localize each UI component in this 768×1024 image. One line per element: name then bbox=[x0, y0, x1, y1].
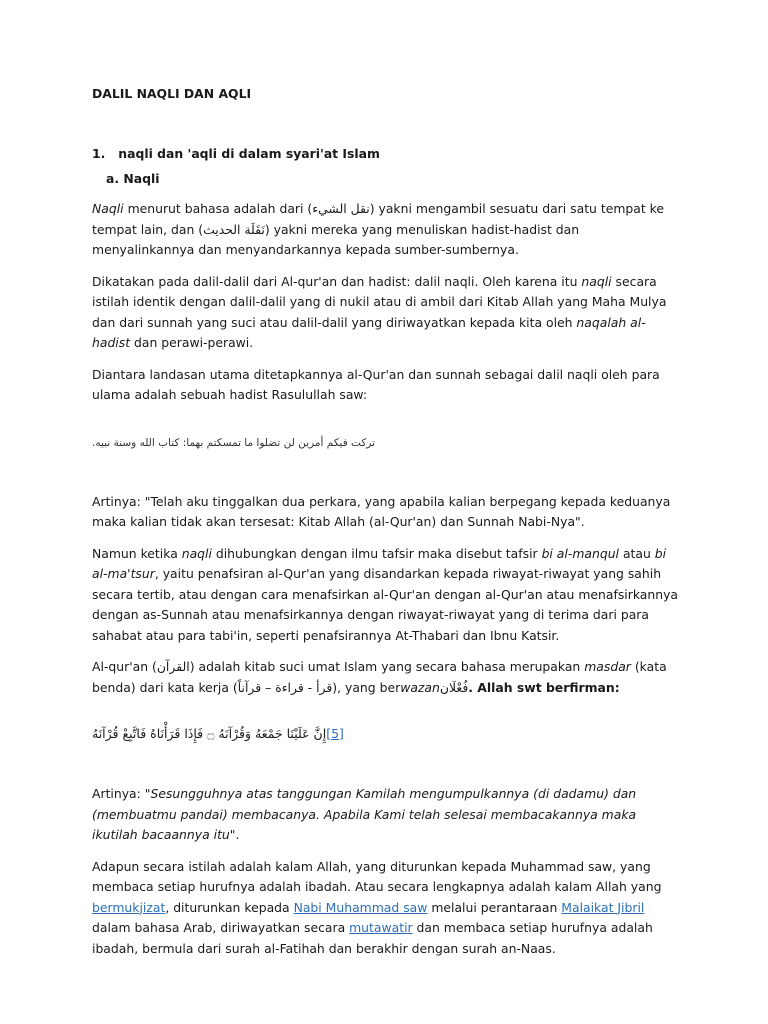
italic-text: "Sesungguhnya atas tanggungan Kamilah mengumpulkannya (di dadamu) dan (membuatmu pandai) membacanya. Apabila Kami telah selesai membacakannya maka ikutilah bacaannya itu" bbox=[92, 786, 637, 842]
italic-text: bi al-ma'tsur bbox=[92, 545, 667, 581]
paragraph-tafsir bbox=[92, 544, 682, 647]
text: ) yakni mengambil sesuatu dari satu tempat ke tempat lain, dan ( bbox=[92, 201, 665, 237]
italic-text: bi al-manqul bbox=[541, 545, 619, 561]
section-heading bbox=[92, 146, 682, 162]
italic-text: naqli bbox=[181, 545, 212, 561]
paragraph-naqli-definition bbox=[92, 199, 682, 261]
paragraph-istilah bbox=[92, 857, 682, 960]
text: menurut bahasa adalah dari ( bbox=[123, 201, 313, 216]
text: ) adalah kitab suci umat Islam yang secara bahasa merupakan bbox=[189, 659, 585, 674]
text: melalui perantaraan bbox=[427, 899, 562, 915]
paragraph-alquran-definition bbox=[92, 657, 682, 698]
hadith-arabic-text: تركت فيكم أمرين لن تضلوا ما تمسكتم بهما: كتاب الله وسنة نبيه. bbox=[92, 436, 376, 449]
text: ), yang ber bbox=[332, 679, 401, 695]
text: dan membaca setiap hurufnya adalah ibadah, bermula dari surah al-Fatihah dan berakhir dengan surah an-Naas. bbox=[92, 920, 653, 956]
section-heading-text: naqli dan 'aqli di dalam syari'at Islam bbox=[118, 146, 380, 161]
text: Dikatakan pada dalil-dalil dari Al-qur'an dan hadist: dalil naqli. Oleh karena itu bbox=[92, 273, 582, 289]
italic-text: naqalah al-hadist bbox=[92, 314, 646, 350]
text: dihubungkan dengan ilmu tafsir maka disebut tafsir bbox=[211, 545, 542, 561]
footnote-link[interactable]: [5] bbox=[326, 726, 344, 741]
italic-text: naqli bbox=[581, 273, 612, 289]
arabic-term: قرأ - قراءة – قرآناً bbox=[237, 679, 333, 695]
paragraph-hadith-translation: Artinya: "Telah aku tinggalkan dua perkara, yang apabila kalian berpegang kepada keduanya maka kalian tidak akan tersesat: Kitab Allah (al-Qur'an) dan Sunnah Nabi-Nya". bbox=[92, 493, 671, 529]
text: Al-qur'an ( bbox=[92, 659, 157, 674]
document-page bbox=[92, 86, 682, 970]
arabic-term: نَقَلَة الحديث bbox=[203, 221, 265, 237]
text: , diturunkan kepada bbox=[165, 899, 294, 915]
link-mutawatir[interactable]: mutawatir bbox=[349, 920, 413, 935]
subsection-heading: a. Naqli bbox=[106, 171, 160, 186]
text: (kata benda) dari kata kerja ( bbox=[92, 659, 667, 695]
hadith-arabic bbox=[92, 434, 682, 452]
arabic-term: نقل الشيء bbox=[312, 201, 370, 216]
section-number: 1. bbox=[92, 146, 106, 161]
quran-verse bbox=[92, 724, 682, 744]
link-malaikat-jibril[interactable]: Malaikat Jibril bbox=[561, 899, 645, 915]
link-nabi-muhammad[interactable]: Nabi Muhammad saw bbox=[293, 899, 428, 915]
paragraph-verse-translation: Artinya: "Sesungguhnya atas tanggungan Kamilah mengumpulkannya (di dadamu) dan (membuatmu pandai) membacanya. Apabila Kami telah selesai membacakannya maka ikutilah bacaannya itu". bbox=[92, 786, 637, 842]
link-bermukjizat[interactable]: bermukjizat bbox=[92, 899, 166, 915]
arabic-term: فُعْلَان bbox=[439, 679, 469, 695]
text: secara istilah identik dengan dalil-dalil yang di nukil atau di ambil dari Kitab Allah yang Maha Mulya dan dari sunnah yang suci atau dalil-dalil yang diriwayatkan kepada kita oleh bbox=[92, 273, 667, 330]
italic-text: wazan bbox=[400, 679, 440, 695]
text: atau bbox=[619, 545, 655, 561]
text: Adapun secara istilah adalah kalam Allah, yang diturunkan kepada Muhammad saw, yang membaca setiap hurufnya adalah ibadah. Atau secara lengkapnya adalah kalam Allah yang bbox=[92, 858, 662, 894]
text: . Allah swt berfirman: bbox=[468, 679, 620, 695]
arabic-term: القرآن bbox=[156, 659, 190, 674]
text: Namun ketika bbox=[92, 545, 182, 561]
text: , yaitu penafsiran al-Qur'an yang disandarkan kepada riwayat-riwayat yang sahih secara tertib, atau dengan cara menafsirkan al-Qur'an dengan al-Qur'an atau menafsirkannya dengan as-Sunnah atau menafsirkannya dengan riwayat-riwayat yang di terima dari para sahabat atau para tabi'in, seperti penafsirannya At-Thabari dan Ibnu Katsir. bbox=[92, 566, 679, 643]
text: ) yakni mereka yang menuliskan hadist-hadist dan menyalinkannya dan menyandarkannya kepada sumber-sumbernya. bbox=[92, 221, 580, 257]
text: dalam bahasa Arab, diriwayatkan secara bbox=[92, 920, 350, 935]
term-naqli: Naqli bbox=[92, 201, 124, 216]
paragraph-naqli-istilah bbox=[92, 272, 682, 354]
verse-arabic-text: إِنَّ عَلَيْنَا جَمْعَهُ وَقُرْآنَهُ ۝ فَإِذَا قَرَأْنَاهُ فَاتَّبِعْ قُرْآنَهُ bbox=[92, 726, 327, 741]
italic-text: masdar bbox=[584, 659, 631, 674]
document-title: DALIL NAQLI DAN AQLI bbox=[92, 86, 252, 101]
text: dan perawi-perawi. bbox=[130, 335, 254, 350]
text: Artinya: bbox=[92, 786, 145, 801]
paragraph-landasan: Diantara landasan utama ditetapkannya al-Qur'an dan sunnah sebagai dalil naqli oleh para ulama adalah sebuah hadist Rasulullah saw: bbox=[92, 366, 660, 402]
